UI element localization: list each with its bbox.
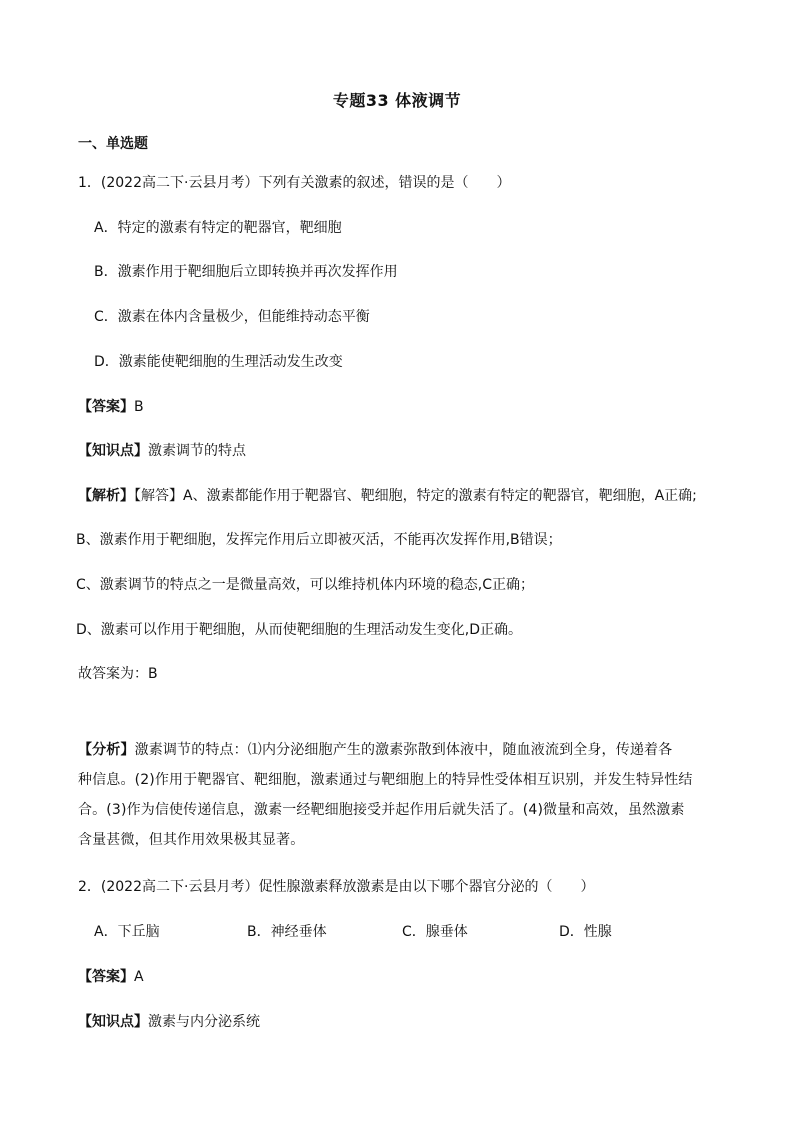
question-2-option-c: C．腺垂体 bbox=[402, 924, 468, 940]
question-1-option-b: B．激素作用于靶细胞后立即转换并再次发挥作用 bbox=[94, 264, 398, 280]
knowledge-tag: 【知识点】 bbox=[78, 1014, 148, 1030]
knowledge-value: 激素调节的特点 bbox=[148, 443, 246, 459]
question-2-knowledge bbox=[78, 1012, 260, 1032]
analysis-line-c: C、激素调节的特点之一是微量高效，可以维持机体内环境的稳态,C正确； bbox=[76, 577, 534, 593]
answer-tag: 【答案】 bbox=[78, 399, 134, 415]
question-1-answer bbox=[78, 397, 144, 417]
answer-value: A bbox=[134, 969, 144, 985]
fenxi-line-1 bbox=[78, 740, 718, 760]
analysis-conclusion: 故答案为：B bbox=[78, 666, 158, 682]
question-2-answer bbox=[78, 967, 144, 987]
question-1-option-c: C．激素在体内含量极少，但能维持动态平衡 bbox=[94, 309, 370, 325]
question-2-option-b: B．神经垂体 bbox=[247, 924, 327, 940]
analysis-first-line: 【解答】A、激素都能作用于靶器官、靶细胞，特定的激素有特定的靶器官，靶细胞，A正确; bbox=[134, 488, 697, 504]
fenxi-text-1: 激素调节的特点：⑴内分泌细胞产生的激素弥散到体液中，随血液流到全身，传递着各 bbox=[134, 742, 673, 758]
fenxi-line-4: 含量甚微，但其作用效果极其显著。 bbox=[78, 832, 305, 848]
question-1-option-d: D．激素能使靶细胞的生理活动发生改变 bbox=[94, 354, 343, 370]
analysis-line-d: D、激素可以作用于靶细胞，从而使靶细胞的生理活动发生变化,D正确。 bbox=[76, 622, 523, 638]
question-2-option-d: D．性腺 bbox=[559, 924, 612, 940]
fenxi-line-3: 合。(3)作为信使传递信息，激素一经靶细胞接受并起作用后就失活了。(4)微量和高效，虽然激素 bbox=[78, 802, 685, 818]
question-1-knowledge bbox=[78, 441, 246, 461]
fenxi-tag: 【分析】 bbox=[78, 742, 135, 758]
question-1-analysis bbox=[78, 486, 697, 506]
page-title: 专题33 体液调节 bbox=[332, 91, 462, 110]
answer-tag: 【答案】 bbox=[78, 969, 134, 985]
analysis-line-b: B、激素作用于靶细胞，发挥完作用后立即被灭活，不能再次发挥作用,B错误； bbox=[76, 532, 562, 548]
question-1-option-a: A．特定的激素有特定的靶器官，靶细胞 bbox=[94, 220, 342, 236]
question-2-options bbox=[94, 922, 714, 942]
fenxi-line-2: 种信息。(2)作用于靶器官、靶细胞，激素通过与靶细胞上的特异性受体相互识别，并发生特异性结 bbox=[78, 772, 693, 788]
question-2-option-a: A．下丘脑 bbox=[94, 924, 160, 940]
section-heading: 一、单选题 bbox=[78, 136, 148, 152]
question-2-stem: 2．(2022高二下·云县月考）促性腺激素释放激素是由以下哪个器官分泌的（ ） bbox=[78, 879, 595, 895]
knowledge-value: 激素与内分泌系统 bbox=[148, 1014, 260, 1030]
question-1-stem: 1．(2022高二下·云县月考）下列有关激素的叙述，错误的是（ ） bbox=[78, 175, 511, 191]
answer-value: B bbox=[134, 399, 144, 415]
knowledge-tag: 【知识点】 bbox=[78, 443, 148, 459]
analysis-tag: 【解析】 bbox=[78, 488, 134, 504]
